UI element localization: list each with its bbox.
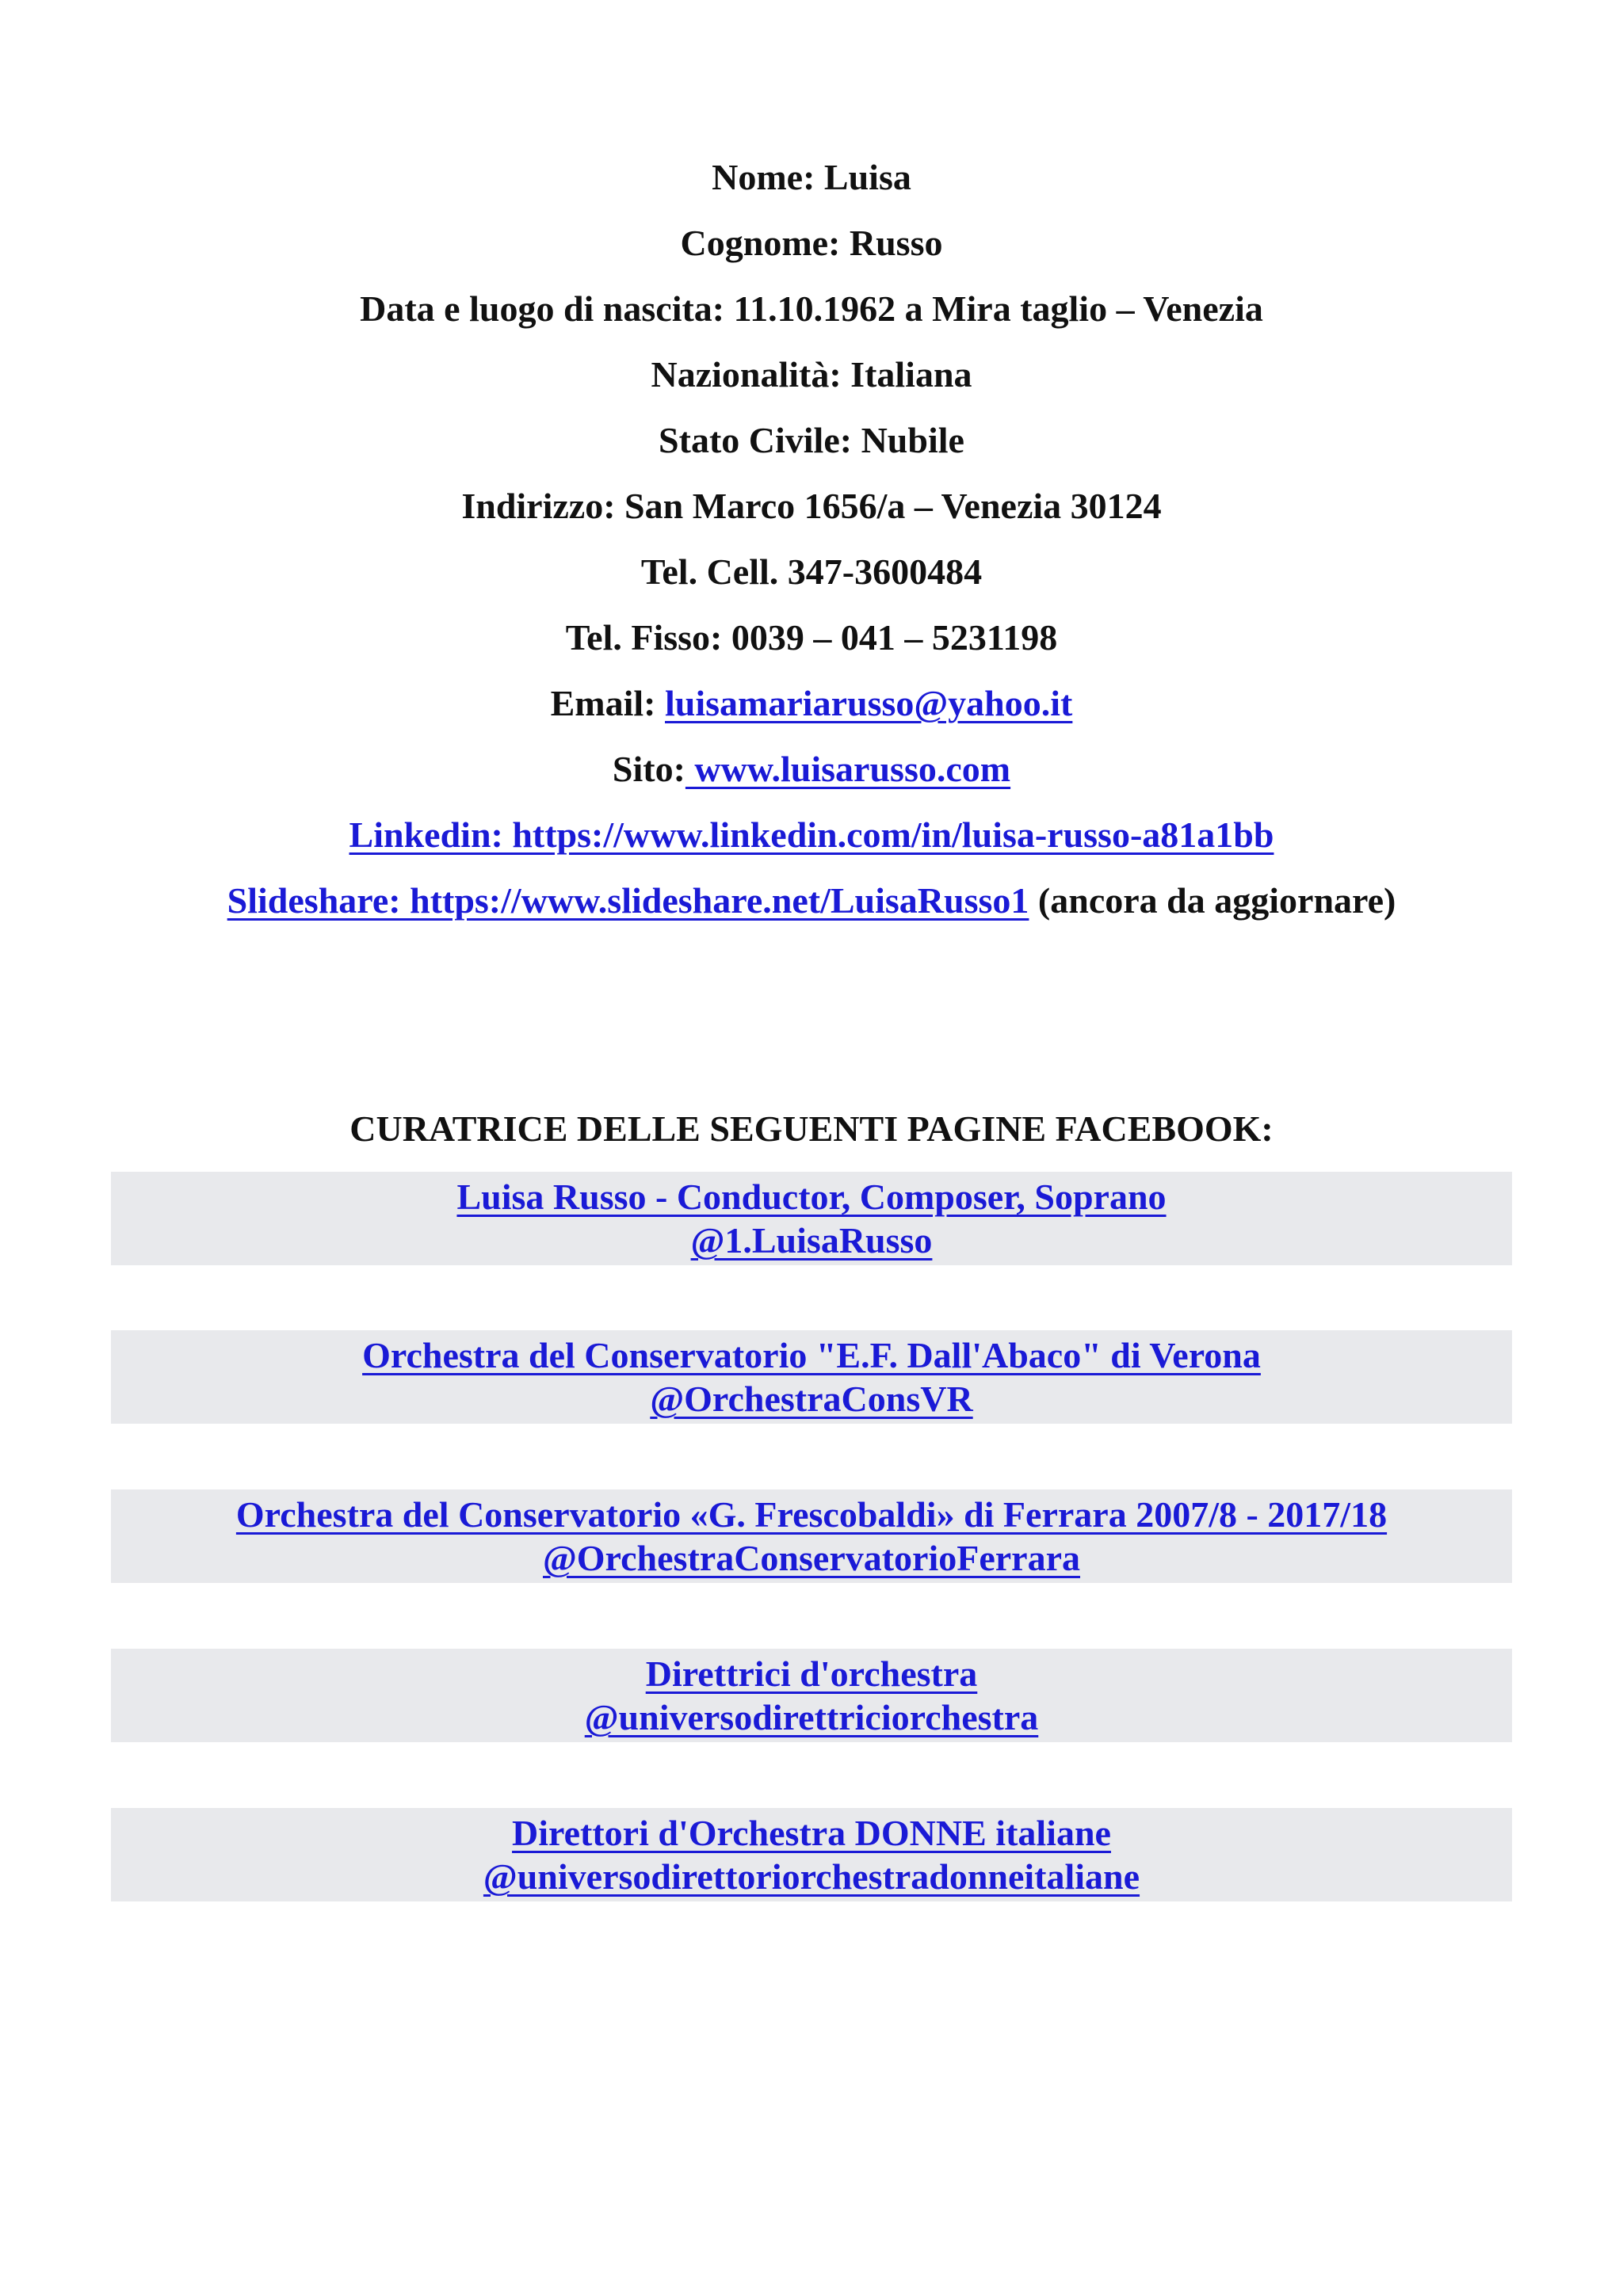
linkedin-line — [0, 810, 1623, 875]
slideshare-link[interactable]: Slideshare: https://www.slideshare.net/LuisaRusso1 — [227, 880, 1029, 921]
facebook-page-title-link[interactable]: Orchestra del Conservatorio «G. Frescobaldi» di Ferrara 2007/8 - 2017/18 — [235, 1494, 1388, 1535]
facebook-page-handle-link[interactable]: @universodirettoriorchestradonneitaliane — [483, 1856, 1140, 1897]
surname-line: Cognome: Russo — [680, 223, 943, 263]
facebook-page-card — [111, 1489, 1512, 1583]
facebook-page-handle-link[interactable]: @1.LuisaRusso — [690, 1220, 933, 1261]
linkedin-link[interactable]: Linkedin: https://www.linkedin.com/in/luisa-russo-a81a1bb — [349, 814, 1274, 855]
facebook-page-title-link[interactable]: Direttori d'Orchestra DONNE italiane — [512, 1813, 1111, 1853]
landline-phone-line: Tel. Fisso: 0039 – 041 – 5231198 — [565, 617, 1058, 658]
birth-line: Data e luogo di nascita: 11.10.1962 a Mira taglio – Venezia — [360, 288, 1263, 329]
facebook-page-title-link[interactable]: Direttrici d'orchestra — [645, 1653, 978, 1694]
marital-status-line: Stato Civile: Nubile — [659, 420, 964, 460]
website-line — [0, 744, 1623, 810]
facebook-page-handle-link[interactable]: @OrchestraConservatorioFerrara — [542, 1538, 1081, 1578]
mobile-phone-line: Tel. Cell. 347-3600484 — [640, 551, 983, 592]
facebook-page-title-link[interactable]: Luisa Russo - Conductor, Composer, Soprano — [456, 1177, 1167, 1217]
email-link[interactable]: luisamariarusso@yahoo.it — [665, 683, 1073, 723]
name-line: Nome: Luisa — [712, 157, 911, 197]
facebook-pages-heading: CURATRICE DELLE SEGUENTI PAGINE FACEBOOK: — [349, 1108, 1274, 1149]
address-line: Indirizzo: San Marco 1656/a – Venezia 30124 — [461, 486, 1162, 526]
facebook-page-card — [111, 1330, 1512, 1424]
facebook-page-card — [111, 1172, 1512, 1265]
website-link[interactable]: www.luisarusso.com — [685, 749, 1011, 789]
nationality-line: Nazionalità: Italiana — [651, 354, 972, 395]
facebook-page-card — [111, 1808, 1512, 1901]
facebook-page-handle-link[interactable]: @universodirettriciorchestra — [584, 1697, 1039, 1737]
email-label: Email: — [550, 683, 666, 723]
facebook-page-title-link[interactable]: Orchestra del Conservatorio "E.F. Dall'Abaco" di Verona — [362, 1335, 1261, 1375]
facebook-page-card — [111, 1649, 1512, 1742]
facebook-page-handle-link[interactable]: @OrchestraConsVR — [650, 1379, 973, 1419]
website-label: Sito: — [612, 749, 685, 789]
email-line — [0, 678, 1623, 744]
slideshare-line — [0, 875, 1623, 941]
slideshare-note: (ancora da aggiornare) — [1029, 880, 1396, 921]
personal-info — [0, 152, 1623, 941]
